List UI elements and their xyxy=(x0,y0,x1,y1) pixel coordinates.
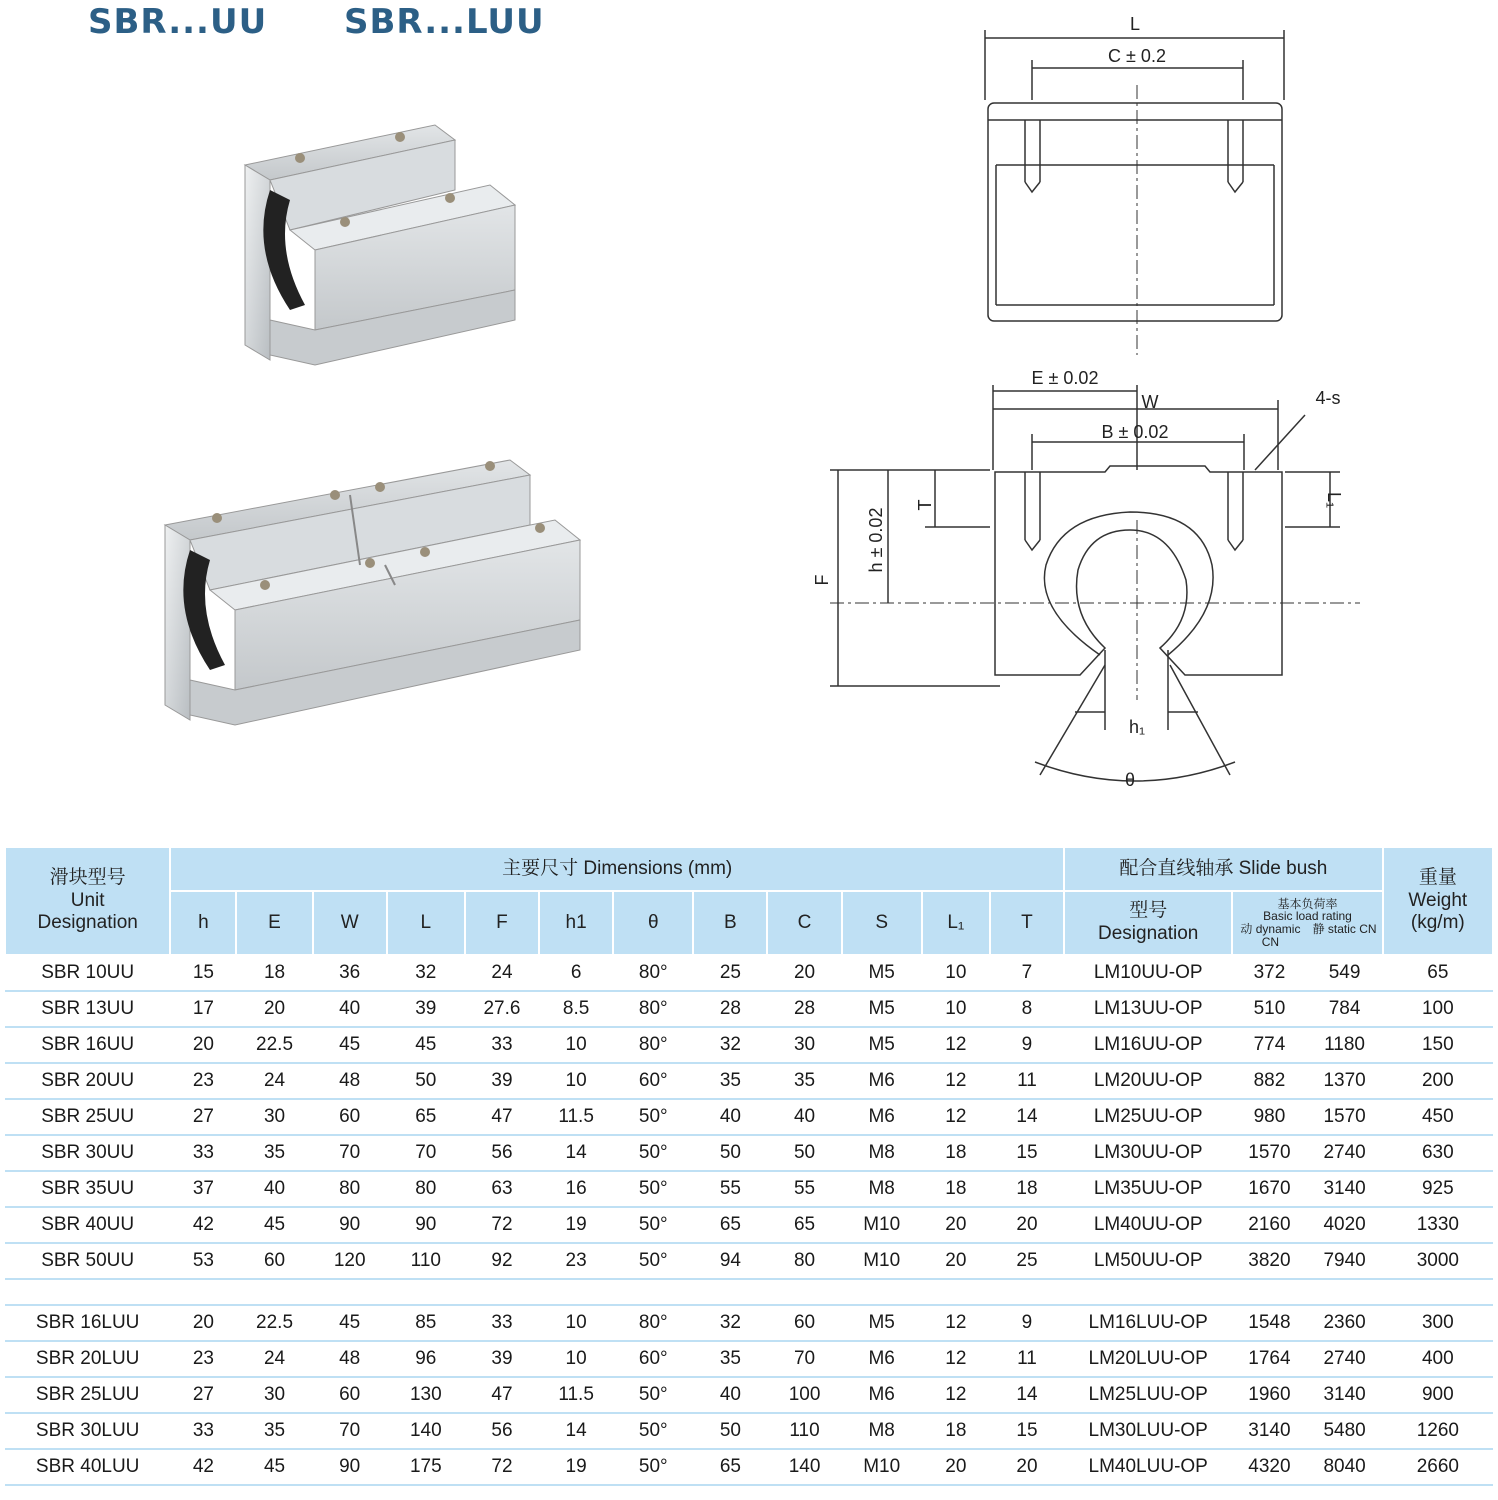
label-h1: h₁ xyxy=(1128,717,1146,737)
table-row xyxy=(5,1207,1493,1243)
table-cell: 18 xyxy=(990,1171,1064,1207)
table-row xyxy=(5,991,1493,1027)
table-cell: 50° xyxy=(613,1171,693,1207)
table-cell: 175 xyxy=(387,1449,465,1485)
table-cell: 19 xyxy=(539,1207,613,1243)
table-cell: M5 xyxy=(842,955,922,991)
col-F: F xyxy=(465,891,539,955)
unit-designation-cell: SBR 25UU xyxy=(5,1099,170,1135)
table-cell: 85 xyxy=(387,1305,465,1341)
label-W: W xyxy=(1141,392,1159,412)
table-cell: M10 xyxy=(842,1207,922,1243)
table-cell: 80 xyxy=(313,1171,387,1207)
table-cell: 72 xyxy=(465,1207,539,1243)
table-cell: 96 xyxy=(387,1341,465,1377)
table-cell: 56 xyxy=(465,1413,539,1449)
table-cell: 1330 xyxy=(1383,1207,1493,1243)
table-cell: 11 xyxy=(990,1341,1064,1377)
table-cell: 1570 xyxy=(1232,1135,1306,1171)
table-cell: 1960 xyxy=(1232,1377,1306,1413)
table-cell: 11 xyxy=(990,1063,1064,1099)
table-cell: 1260 xyxy=(1383,1413,1493,1449)
specification-table xyxy=(4,846,1494,1486)
table-cell: 15 xyxy=(990,1413,1064,1449)
table-cell: 11.5 xyxy=(539,1099,613,1135)
unit-designation-cell: SBR 30LUU xyxy=(5,1413,170,1449)
dimensions-header: 主要尺寸 Dimensions (mm) xyxy=(170,847,1064,891)
table-cell: 4020 xyxy=(1307,1207,1383,1243)
table-cell: 40 xyxy=(313,991,387,1027)
table-cell: 39 xyxy=(465,1063,539,1099)
col-h1: h1 xyxy=(539,891,613,955)
table-cell: 140 xyxy=(387,1413,465,1449)
label-F: F xyxy=(812,574,832,586)
label-h: h ± 0.02 xyxy=(866,507,886,573)
unit-designation-cell: SBR 25LUU xyxy=(5,1377,170,1413)
table-cell: 1670 xyxy=(1232,1171,1306,1207)
table-cell: 630 xyxy=(1383,1135,1493,1171)
table-cell: 50° xyxy=(613,1099,693,1135)
table-cell: 12 xyxy=(922,1341,990,1377)
title-sbr-luu: SBR...LUU xyxy=(344,2,545,42)
table-cell: LM16LUU-OP xyxy=(1064,1305,1232,1341)
table-cell: 30 xyxy=(236,1377,312,1413)
sbr-uu-block-image xyxy=(230,120,530,380)
table-cell: 92 xyxy=(465,1243,539,1279)
table-cell: LM50UU-OP xyxy=(1064,1243,1232,1279)
label-T: T xyxy=(915,499,935,511)
table-cell: 400 xyxy=(1383,1341,1493,1377)
table-cell: 1370 xyxy=(1307,1063,1383,1099)
table-cell: 882 xyxy=(1232,1063,1306,1099)
table-cell: 22.5 xyxy=(236,1305,312,1341)
table-cell: 33 xyxy=(465,1305,539,1341)
table-cell: 32 xyxy=(693,1305,767,1341)
table-cell: 39 xyxy=(387,991,465,1027)
table-cell: 20 xyxy=(990,1207,1064,1243)
table-row xyxy=(5,1305,1493,1341)
table-cell: 25 xyxy=(990,1243,1064,1279)
table-cell: 19 xyxy=(539,1449,613,1485)
table-cell: 94 xyxy=(693,1243,767,1279)
table-cell: 20 xyxy=(767,955,841,991)
unit-designation-cell: SBR 20UU xyxy=(5,1063,170,1099)
table-cell: 80° xyxy=(613,1305,693,1341)
table-cell: 70 xyxy=(313,1135,387,1171)
table-cell: 33 xyxy=(465,1027,539,1063)
table-cell: 40 xyxy=(767,1099,841,1135)
title-sbr-uu: SBR...UU xyxy=(88,2,268,42)
label-C: C ± 0.2 xyxy=(1108,46,1166,66)
table-row xyxy=(5,1099,1493,1135)
table-cell: M8 xyxy=(842,1135,922,1171)
table-cell: 20 xyxy=(922,1243,990,1279)
table-cell: 60 xyxy=(313,1099,387,1135)
unit-designation-cell: SBR 13UU xyxy=(5,991,170,1027)
table-cell: 1570 xyxy=(1307,1099,1383,1135)
table-cell: 3140 xyxy=(1307,1377,1383,1413)
table-cell: 450 xyxy=(1383,1099,1493,1135)
sbr-luu-block-image xyxy=(155,450,595,740)
table-cell: 10 xyxy=(539,1341,613,1377)
table-cell: 70 xyxy=(387,1135,465,1171)
table-cell: 150 xyxy=(1383,1027,1493,1063)
unit-designation-cell: SBR 20LUU xyxy=(5,1341,170,1377)
table-cell: 56 xyxy=(465,1135,539,1171)
table-cell: 10 xyxy=(539,1027,613,1063)
table-cell: 80° xyxy=(613,1027,693,1063)
table-cell: LM25LUU-OP xyxy=(1064,1377,1232,1413)
table-cell: M6 xyxy=(842,1099,922,1135)
table-cell: 50 xyxy=(387,1063,465,1099)
table-cell: 50 xyxy=(693,1135,767,1171)
table-cell: 60° xyxy=(613,1063,693,1099)
table-cell: 60 xyxy=(236,1243,312,1279)
table-cell: 200 xyxy=(1383,1063,1493,1099)
table-cell: 10 xyxy=(539,1063,613,1099)
table-cell: 32 xyxy=(387,955,465,991)
table-cell: 30 xyxy=(767,1027,841,1063)
table-cell: 8040 xyxy=(1307,1449,1383,1485)
table-row xyxy=(5,955,1493,991)
table-cell: M6 xyxy=(842,1341,922,1377)
table-cell: 3820 xyxy=(1232,1243,1306,1279)
table-cell: LM30LUU-OP xyxy=(1064,1413,1232,1449)
table-cell: 8.5 xyxy=(539,991,613,1027)
table-cell: 372 xyxy=(1232,955,1306,991)
table-cell: 2740 xyxy=(1307,1135,1383,1171)
table-cell: 45 xyxy=(313,1305,387,1341)
table-cell: 50° xyxy=(613,1413,693,1449)
col-L1: L₁ xyxy=(922,891,990,955)
table-cell: 27 xyxy=(170,1099,236,1135)
table-row xyxy=(5,1341,1493,1377)
table-cell: 80 xyxy=(387,1171,465,1207)
table-cell: 2360 xyxy=(1307,1305,1383,1341)
table-cell: 11.5 xyxy=(539,1377,613,1413)
table-cell: 36 xyxy=(313,955,387,991)
table-cell: 7 xyxy=(990,955,1064,991)
table-cell: 37 xyxy=(170,1171,236,1207)
table-cell: 7940 xyxy=(1307,1243,1383,1279)
table-cell: M5 xyxy=(842,1305,922,1341)
table-cell: 110 xyxy=(387,1243,465,1279)
table-cell: 24 xyxy=(236,1341,312,1377)
table-cell: 120 xyxy=(313,1243,387,1279)
col-E: E xyxy=(236,891,312,955)
table-cell: 774 xyxy=(1232,1027,1306,1063)
table-cell: 20 xyxy=(170,1305,236,1341)
table-cell: 47 xyxy=(465,1377,539,1413)
table-cell: M6 xyxy=(842,1377,922,1413)
table-cell: 10 xyxy=(922,991,990,1027)
table-cell: 12 xyxy=(922,1063,990,1099)
table-cell: 24 xyxy=(465,955,539,991)
table-cell: 65 xyxy=(693,1449,767,1485)
unit-designation-cell: SBR 16LUU xyxy=(5,1305,170,1341)
label-B: B ± 0.02 xyxy=(1101,422,1169,442)
table-cell: 23 xyxy=(170,1063,236,1099)
table-cell: 40 xyxy=(236,1171,312,1207)
label-L: L xyxy=(1129,14,1141,34)
table-row xyxy=(5,1171,1493,1207)
table-cell: LM16UU-OP xyxy=(1064,1027,1232,1063)
table-cell: 6 xyxy=(539,955,613,991)
table-cell: 65 xyxy=(767,1207,841,1243)
table-cell: 90 xyxy=(313,1449,387,1485)
col-theta: θ xyxy=(613,891,693,955)
table-row xyxy=(5,1243,1493,1279)
table-cell: 15 xyxy=(990,1135,1064,1171)
table-cell: 45 xyxy=(236,1207,312,1243)
table-cell: 110 xyxy=(767,1413,841,1449)
table-cell: LM30UU-OP xyxy=(1064,1135,1232,1171)
table-cell: 80° xyxy=(613,991,693,1027)
col-T: T xyxy=(990,891,1064,955)
table-cell: 45 xyxy=(387,1027,465,1063)
table-cell: 20 xyxy=(990,1449,1064,1485)
table-cell: 47 xyxy=(465,1099,539,1135)
table-cell: 300 xyxy=(1383,1305,1493,1341)
col-S: S xyxy=(842,891,922,955)
table-cell: 5480 xyxy=(1307,1413,1383,1449)
table-cell: 50° xyxy=(613,1243,693,1279)
table-cell: 14 xyxy=(539,1135,613,1171)
table-cell: 784 xyxy=(1307,991,1383,1027)
unit-designation-cell: SBR 35UU xyxy=(5,1171,170,1207)
table-cell: 17 xyxy=(170,991,236,1027)
table-cell: 33 xyxy=(170,1135,236,1171)
table-cell: 45 xyxy=(313,1027,387,1063)
table-cell: 60 xyxy=(767,1305,841,1341)
table-cell: LM40LUU-OP xyxy=(1064,1449,1232,1485)
table-cell: 12 xyxy=(922,1377,990,1413)
table-cell: 35 xyxy=(767,1063,841,1099)
table-cell: 35 xyxy=(693,1341,767,1377)
table-cell: LM13UU-OP xyxy=(1064,991,1232,1027)
table-cell: 24 xyxy=(236,1063,312,1099)
table-cell: 2160 xyxy=(1232,1207,1306,1243)
table-cell: 50 xyxy=(767,1135,841,1171)
table-cell: M8 xyxy=(842,1413,922,1449)
table-cell: 27.6 xyxy=(465,991,539,1027)
technical-drawing xyxy=(800,0,1498,810)
table-row xyxy=(5,1135,1493,1171)
table-cell: M5 xyxy=(842,991,922,1027)
table-cell: 70 xyxy=(313,1413,387,1449)
table-cell: 39 xyxy=(465,1341,539,1377)
table-cell: 12 xyxy=(922,1099,990,1135)
table-cell: 1180 xyxy=(1307,1027,1383,1063)
table-cell: 16 xyxy=(539,1171,613,1207)
bush-designation-header: 型号 Designation xyxy=(1064,891,1232,955)
label-L1: L₁ xyxy=(1324,491,1344,509)
table-cell: 18 xyxy=(922,1171,990,1207)
table-cell: 90 xyxy=(387,1207,465,1243)
table-cell: 1764 xyxy=(1232,1341,1306,1377)
table-cell: 80 xyxy=(767,1243,841,1279)
table-cell: 55 xyxy=(767,1171,841,1207)
table-cell: 3000 xyxy=(1383,1243,1493,1279)
table-cell: 27 xyxy=(170,1377,236,1413)
table-cell: 20 xyxy=(236,991,312,1027)
table-cell: 42 xyxy=(170,1207,236,1243)
table-cell: LM25UU-OP xyxy=(1064,1099,1232,1135)
table-cell: 8 xyxy=(990,991,1064,1027)
table-cell: 33 xyxy=(170,1413,236,1449)
table-cell: 35 xyxy=(236,1413,312,1449)
table-row xyxy=(5,1377,1493,1413)
table-cell: 60° xyxy=(613,1341,693,1377)
table-row xyxy=(5,1063,1493,1099)
table-cell: 50° xyxy=(613,1135,693,1171)
table-cell: 50° xyxy=(613,1377,693,1413)
table-cell: 9 xyxy=(990,1305,1064,1341)
table-cell: LM20LUU-OP xyxy=(1064,1341,1232,1377)
table-cell: 28 xyxy=(767,991,841,1027)
table-group-separator xyxy=(5,1279,1493,1305)
table-cell: 30 xyxy=(236,1099,312,1135)
load-rating-header: 基本负荷率 Basic load rating 动 dynamic CN 静 static CN xyxy=(1232,891,1382,955)
table-cell: 12 xyxy=(922,1027,990,1063)
table-cell: 63 xyxy=(465,1171,539,1207)
table-cell: 10 xyxy=(922,955,990,991)
table-cell: 65 xyxy=(387,1099,465,1135)
unit-designation-cell: SBR 40UU xyxy=(5,1207,170,1243)
table-cell: 100 xyxy=(1383,991,1493,1027)
table-cell: 20 xyxy=(170,1027,236,1063)
table-cell: 4320 xyxy=(1232,1449,1306,1485)
table-cell: 900 xyxy=(1383,1377,1493,1413)
separator-cell xyxy=(5,1279,1493,1305)
table-cell: 23 xyxy=(170,1341,236,1377)
table-cell: 65 xyxy=(1383,955,1493,991)
table-cell: 32 xyxy=(693,1027,767,1063)
table-cell: 20 xyxy=(922,1449,990,1485)
table-cell: M10 xyxy=(842,1243,922,1279)
table-cell: 45 xyxy=(236,1449,312,1485)
table-cell: 48 xyxy=(313,1341,387,1377)
table-cell: 50° xyxy=(613,1449,693,1485)
table-cell: 18 xyxy=(236,955,312,991)
table-cell: 14 xyxy=(539,1413,613,1449)
table-cell: LM40UU-OP xyxy=(1064,1207,1232,1243)
table-cell: 40 xyxy=(693,1377,767,1413)
unit-designation-cell: SBR 16UU xyxy=(5,1027,170,1063)
table-cell: 90 xyxy=(313,1207,387,1243)
table-cell: 22.5 xyxy=(236,1027,312,1063)
col-B: B xyxy=(693,891,767,955)
table-cell: 65 xyxy=(693,1207,767,1243)
unit-designation-cell: SBR 40LUU xyxy=(5,1449,170,1485)
static-label: 静 static CN xyxy=(1312,922,1377,936)
table-cell: 2740 xyxy=(1307,1341,1383,1377)
table-cell: M10 xyxy=(842,1449,922,1485)
table-cell: M6 xyxy=(842,1063,922,1099)
table-cell: LM10UU-OP xyxy=(1064,955,1232,991)
weight-header: 重量 Weight (kg/m) xyxy=(1383,847,1493,955)
dynamic-label: 动 dynamic CN xyxy=(1240,922,1301,949)
table-row xyxy=(5,1027,1493,1063)
table-cell: 35 xyxy=(693,1063,767,1099)
table-row xyxy=(5,1413,1493,1449)
table-cell: 1548 xyxy=(1232,1305,1306,1341)
table-cell: 15 xyxy=(170,955,236,991)
table-cell: 23 xyxy=(539,1243,613,1279)
table-cell: 70 xyxy=(767,1341,841,1377)
table-cell: 3140 xyxy=(1232,1413,1306,1449)
table-cell: 80° xyxy=(613,955,693,991)
table-cell: 9 xyxy=(990,1027,1064,1063)
col-L: L xyxy=(387,891,465,955)
table-cell: 50 xyxy=(693,1413,767,1449)
unit-designation-header: 滑块型号 Unit Designation xyxy=(5,847,170,955)
table-cell: 35 xyxy=(236,1135,312,1171)
col-W: W xyxy=(313,891,387,955)
table-cell: 48 xyxy=(313,1063,387,1099)
slide-bush-header: 配合直线轴承 Slide bush xyxy=(1064,847,1383,891)
table-cell: 925 xyxy=(1383,1171,1493,1207)
label-4s: 4-s xyxy=(1315,388,1341,408)
table-cell: 980 xyxy=(1232,1099,1306,1135)
label-E: E ± 0.02 xyxy=(1031,368,1099,388)
table-cell: 549 xyxy=(1307,955,1383,991)
table-cell: 55 xyxy=(693,1171,767,1207)
unit-designation-cell: SBR 30UU xyxy=(5,1135,170,1171)
table-cell: 510 xyxy=(1232,991,1306,1027)
table-cell: 18 xyxy=(922,1413,990,1449)
table-cell: 72 xyxy=(465,1449,539,1485)
table-cell: 28 xyxy=(693,991,767,1027)
table-cell: 60 xyxy=(313,1377,387,1413)
table-row xyxy=(5,1449,1493,1485)
table-cell: 40 xyxy=(693,1099,767,1135)
table-cell: 14 xyxy=(990,1377,1064,1413)
table-cell: 18 xyxy=(922,1135,990,1171)
col-C: C xyxy=(767,891,841,955)
unit-designation-cell: SBR 50UU xyxy=(5,1243,170,1279)
table-cell: 25 xyxy=(693,955,767,991)
table-cell: 12 xyxy=(922,1305,990,1341)
table-cell: 20 xyxy=(922,1207,990,1243)
table-cell: 3140 xyxy=(1307,1171,1383,1207)
table-cell: 53 xyxy=(170,1243,236,1279)
table-cell: 2660 xyxy=(1383,1449,1493,1485)
label-theta: θ xyxy=(1124,770,1136,790)
table-cell: 100 xyxy=(767,1377,841,1413)
unit-designation-cell: SBR 10UU xyxy=(5,955,170,991)
table-cell: M5 xyxy=(842,1027,922,1063)
table-cell: LM20UU-OP xyxy=(1064,1063,1232,1099)
table-cell: 14 xyxy=(990,1099,1064,1135)
table-cell: 130 xyxy=(387,1377,465,1413)
table-cell: 140 xyxy=(767,1449,841,1485)
col-h: h xyxy=(170,891,236,955)
table-cell: M8 xyxy=(842,1171,922,1207)
table-cell: 50° xyxy=(613,1207,693,1243)
table-cell: 10 xyxy=(539,1305,613,1341)
table-cell: LM35UU-OP xyxy=(1064,1171,1232,1207)
table-cell: 42 xyxy=(170,1449,236,1485)
